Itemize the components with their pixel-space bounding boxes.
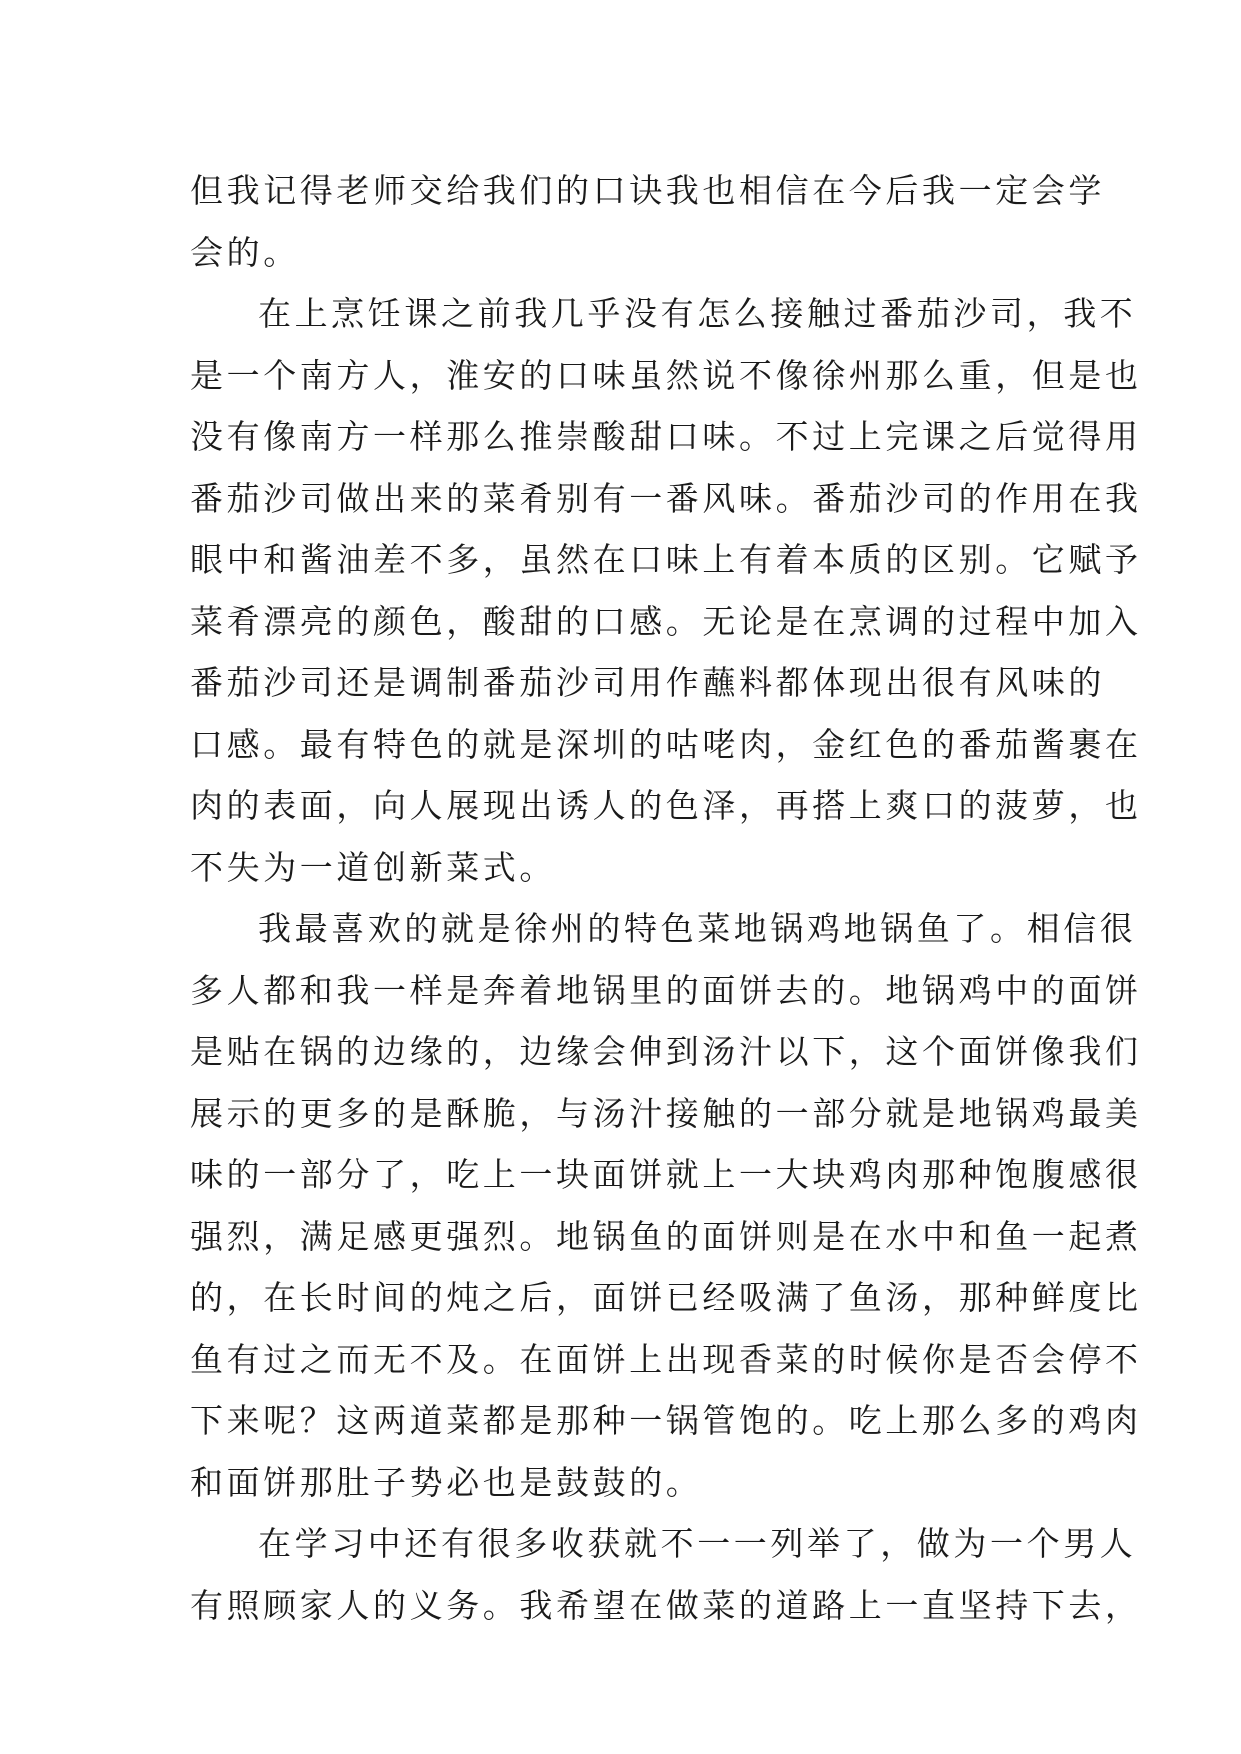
text-line: 眼中和酱油差不多，虽然在口味上有着本质的区别。它赋予 [190, 540, 1142, 579]
text-line: 番茄沙司做出来的菜肴别有一番风味。番茄沙司的作用在我 [190, 478, 1142, 518]
text-line: 味的一部分了，吃上一块面饼就上一大块鸡肉那种饱腹感很 [190, 1155, 1142, 1194]
text-line: 是一个南方人，淮安的口味虽然说不像徐州那么重，但是也 [190, 355, 1142, 395]
text-line: 鱼有过之而无不及。在面饼上出现香菜的时候你是否会停不 [190, 1339, 1142, 1379]
text-line: 肉的表面，向人展现出诱人的色泽，再搭上爽口的菠萝，也 [190, 786, 1142, 825]
text-line: 多人都和我一样是奔着地锅里的面饼去的。地锅鸡中的面饼 [190, 970, 1142, 1010]
document-body [190, 160, 1142, 1636]
text-line: 不失为一道创新菜式。 [190, 847, 556, 887]
paragraph [190, 898, 1142, 1513]
text-line: 在上烹饪课之前我几乎没有怎么接触过番茄沙司，我不 [258, 294, 1137, 333]
paragraph [190, 160, 1105, 283]
text-line: 的，在长时间的炖之后，面饼已经吸满了鱼汤，那种鲜度比 [190, 1278, 1142, 1317]
text-line: 但我记得老师交给我们的口诀我也相信在今后我一定会学 [190, 171, 1105, 210]
text-line: 是贴在锅的边缘的，边缘会伸到汤汁以下，这个面饼像我们 [190, 1032, 1142, 1071]
text-line: 在学习中还有很多收获就不一一列举了，做为一个男人 [258, 1524, 1137, 1563]
text-line: 强烈，满足感更强烈。地锅鱼的面饼则是在水中和鱼一起煮 [190, 1216, 1142, 1256]
paragraph [190, 1513, 1142, 1636]
text-line: 会的。 [190, 232, 300, 272]
text-line: 没有像南方一样那么推崇酸甜口味。不过上完课之后觉得用 [190, 417, 1142, 456]
text-line: 我最喜欢的就是徐州的特色菜地锅鸡地锅鱼了。相信很 [258, 909, 1137, 948]
paragraph [190, 283, 1142, 898]
text-line: 和面饼那肚子势必也是鼓鼓的。 [190, 1462, 703, 1502]
text-line: 菜肴漂亮的颜色，酸甜的口感。无论是在烹调的过程中加入 [190, 601, 1142, 641]
text-line: 口感。最有特色的就是深圳的咕咾肉，金红色的番茄酱裹在 [190, 724, 1142, 764]
text-line: 番茄沙司还是调制番茄沙司用作蘸料都体现出很有风味的 [190, 663, 1105, 702]
text-line: 有照顾家人的义务。我希望在做菜的道路上一直坚持下去， [190, 1585, 1142, 1625]
text-line: 展示的更多的是酥脆，与汤汁接触的一部分就是地锅鸡最美 [190, 1093, 1142, 1133]
text-line: 下来呢？这两道菜都是那种一锅管饱的。吃上那么多的鸡肉 [190, 1401, 1142, 1440]
